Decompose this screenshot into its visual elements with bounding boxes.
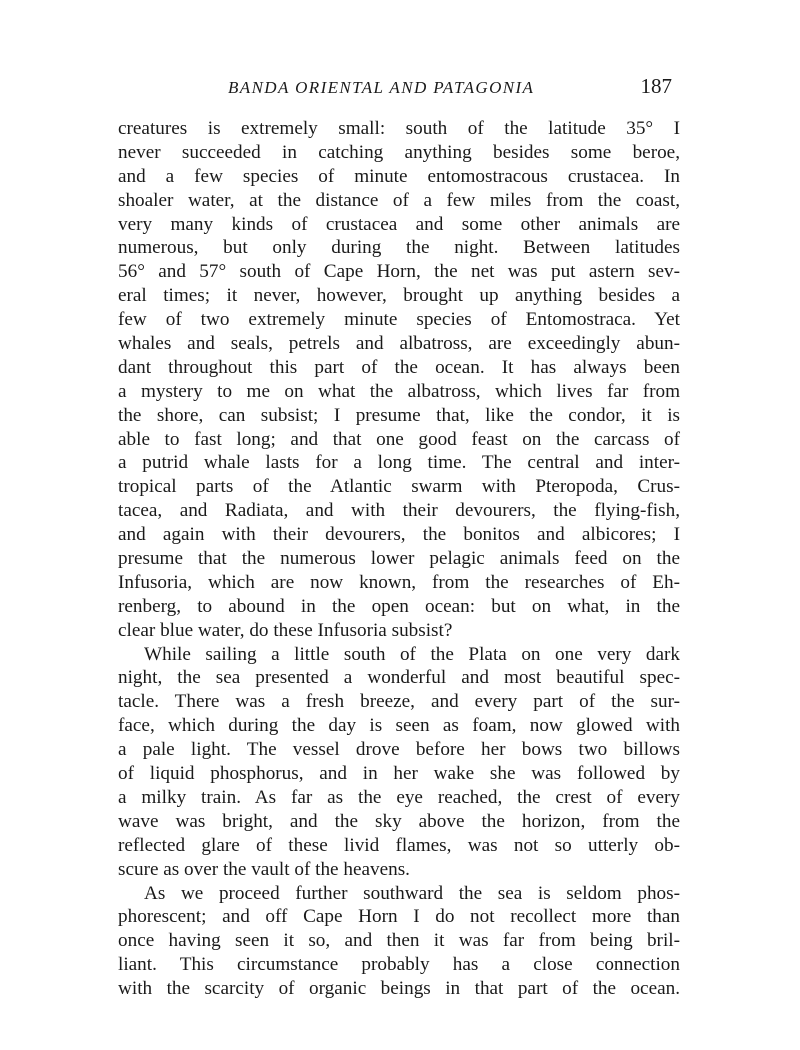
text-line: a milky train. As far as the eye reached, the crest of every [118, 786, 680, 808]
text-line: liant. This circumstance probably has a close connection [118, 954, 680, 976]
text-line: once having seen it so, and then it was far from being bril- [118, 930, 680, 952]
text-line: Infusoria, which are now known, from the researches of Eh- [118, 571, 680, 593]
text-line: shoaler water, at the distance of a few miles from the coast, [118, 189, 680, 211]
paragraph-2 [118, 643, 680, 882]
text-line: wave was bright, and the sky above the horizon, from the [118, 810, 680, 832]
text-line: eral times; it never, however, brought up anything besides a [118, 285, 680, 307]
text-line: a mystery to me on what the albatross, which lives far from [118, 380, 680, 402]
text-line: clear blue water, do these Infusoria subsist? [118, 619, 453, 641]
text-line: whales and seals, petrels and albatross, are exceedingly abun- [118, 333, 680, 355]
text-line: tropical parts of the Atlantic swarm with Pteropoda, Crus- [118, 476, 680, 498]
text-line: a putrid whale lasts for a long time. The central and inter- [118, 452, 680, 474]
text-line: a pale light. The vessel drove before her bows two billows [118, 739, 680, 761]
text-line: tacle. There was a fresh breeze, and every part of the sur- [118, 691, 680, 713]
running-title: BANDA ORIENTAL AND PATAGONIA [228, 78, 535, 97]
text-line: of liquid phosphorus, and in her wake she was followed by [118, 763, 680, 785]
text-line: very many kinds of crustacea and some other animals are [118, 213, 680, 235]
text-line: with the scarcity of organic beings in that part of the ocean. [118, 978, 680, 1000]
text-line: few of two extremely minute species of Entomostraca. Yet [118, 309, 680, 331]
body-text [118, 117, 680, 1001]
text-line: scure as over the vault of the heavens. [118, 858, 410, 880]
page-number: 187 [640, 74, 672, 98]
text-line: numerous, but only during the night. Between latitudes [118, 237, 680, 259]
text-line: As we proceed further southward the sea is seldom phos- [144, 882, 680, 904]
text-line: the shore, can subsist; I presume that, like the condor, it is [118, 404, 680, 426]
text-line: creatures is extremely small: south of the latitude 35° I [118, 118, 680, 139]
text-line: tacea, and Radiata, and with their devourers, the flying-fish, [118, 500, 680, 522]
text-line: dant throughout this part of the ocean. It has always been [118, 356, 680, 378]
text-line: While sailing a little south of the Plata on one very dark [144, 643, 680, 665]
text-line: presume that the numerous lower pelagic animals feed on the [118, 548, 680, 570]
text-line: 56° and 57° south of Cape Horn, the net was put astern sev- [118, 261, 680, 283]
text-line: never succeeded in catching anything besides some beroe, [118, 141, 680, 163]
text-line: and a few species of minute entomostracous crustacea. In [118, 165, 680, 187]
text-line: phorescent; and off Cape Horn I do not recollect more than [118, 906, 680, 928]
text-line: reflected glare of these livid flames, was not so utterly ob- [118, 834, 680, 856]
running-header [118, 74, 678, 104]
text-line: able to fast long; and that one good feast on the carcass of [118, 428, 680, 450]
paragraph-1 [118, 117, 680, 643]
text-line: night, the sea presented a wonderful and most beautiful spec- [118, 667, 680, 689]
paragraph-3 [118, 882, 680, 1001]
text-line: face, which during the day is seen as foam, now glowed with [118, 715, 680, 737]
text-line: and again with their devourers, the bonitos and albicores; I [118, 524, 680, 546]
text-line: renberg, to abound in the open ocean: but on what, in the [118, 595, 680, 617]
